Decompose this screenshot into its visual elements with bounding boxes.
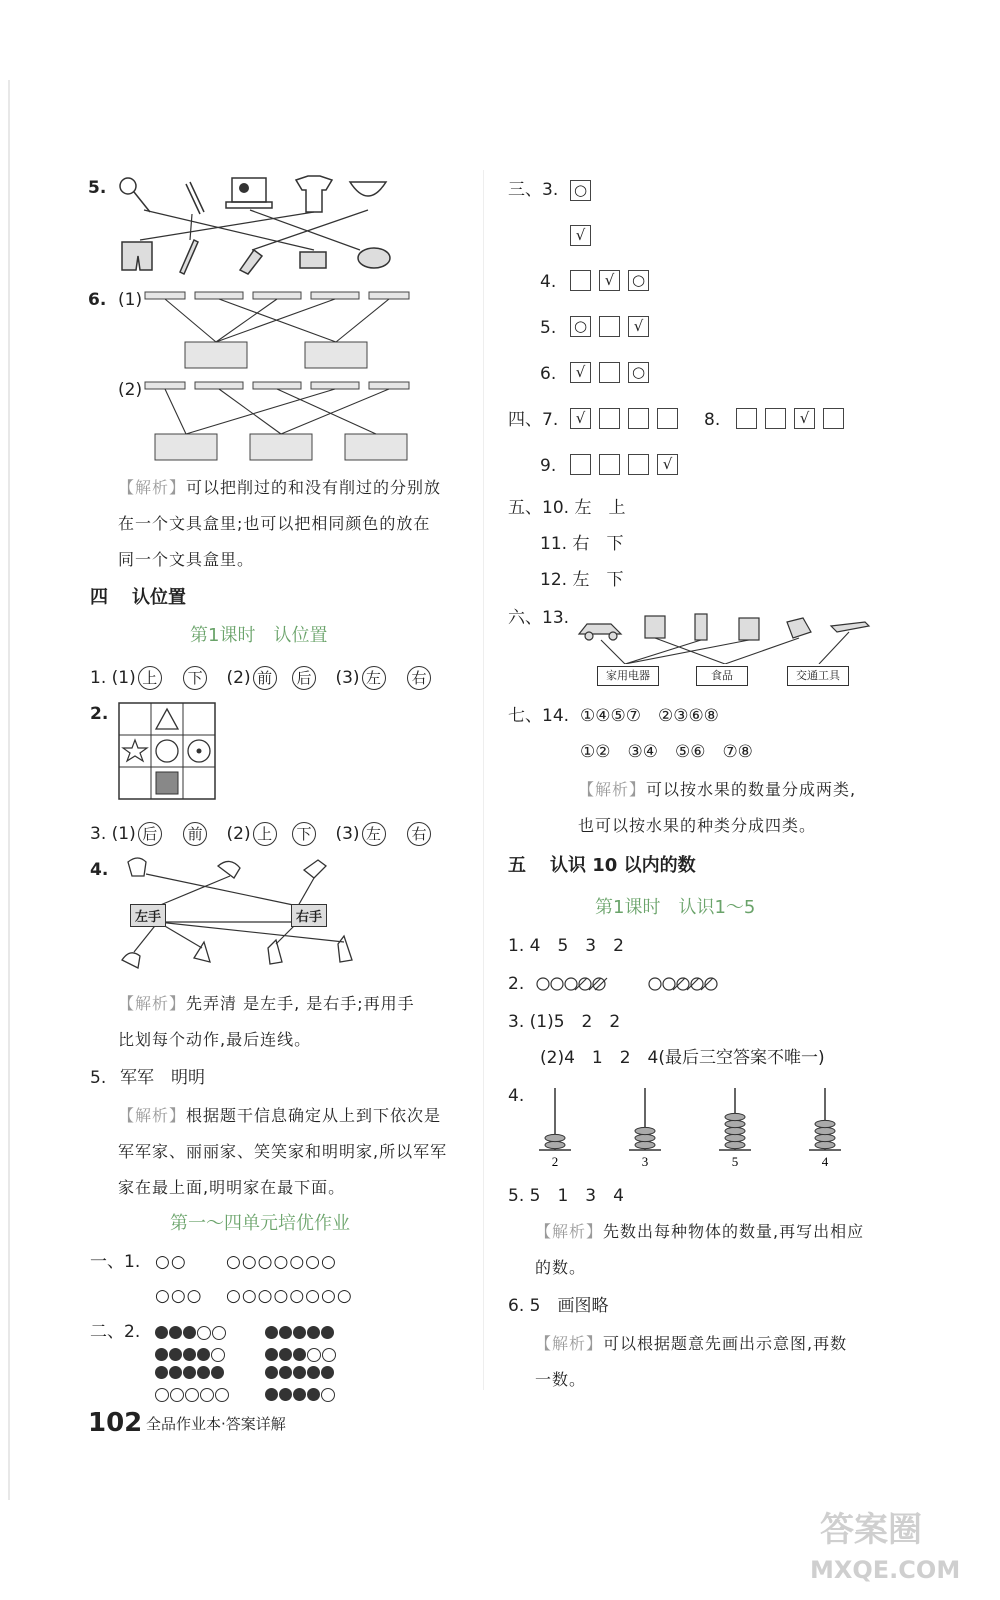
dots-group-4: [265, 1362, 336, 1403]
q6-sub1: (1): [118, 290, 143, 310]
q3-answer-3a: 左: [362, 822, 386, 846]
r-q8-box: [736, 408, 757, 429]
q14-analysis-line-1: [578, 780, 856, 800]
q13-tag-food: [696, 664, 748, 686]
q5b-analysis-line-3: 家在最上面,明明家在最下面。: [118, 1178, 346, 1197]
r-q8-box: [765, 408, 786, 429]
q3-part2: (2): [226, 824, 251, 844]
page-edge-line: [8, 80, 10, 1500]
q3-num: 3.: [90, 824, 107, 844]
q14-analysis-text-1: 可以按水果的数量分成两类,: [646, 780, 857, 799]
q14-analysis-line-2: 也可以按水果的种类分成四类。: [578, 816, 817, 835]
r-ans-3b: (2)4 1 2 4(最后三空答案不唯一): [540, 1048, 825, 1068]
r-q6-box: ○: [628, 362, 649, 383]
q4-label: 4.: [90, 860, 109, 880]
q6-pencil-figure: [140, 282, 420, 482]
six-13-label: 六、13.: [508, 608, 570, 628]
r-q8-box: √: [794, 408, 815, 429]
r-q9-boxes: [570, 454, 686, 475]
r6-analysis-line-2: 一数。: [535, 1370, 587, 1389]
r-q6-box: √: [570, 362, 591, 383]
r-q8-boxes: [736, 408, 852, 429]
r-q12: 12. 左 下: [540, 570, 624, 590]
q5b-analysis-text-1: 根据题干信息确定从上到下依次是: [186, 1106, 442, 1125]
r-q9-box: [599, 454, 620, 475]
q1-part3: (3): [335, 668, 360, 688]
r-q11: 11. 右 下: [540, 534, 624, 554]
q13-tag-text: 家用电器: [597, 666, 659, 686]
abacus-rod: [719, 1088, 751, 1169]
r-q5-box: ○: [570, 316, 591, 337]
q6-analysis-line-1: [118, 478, 441, 498]
r-q4-box: √: [599, 270, 620, 291]
analysis-tag: 【解析】: [578, 780, 647, 799]
abacus-label: 4: [821, 1154, 829, 1169]
q1-answer-3a: 左: [362, 666, 386, 690]
q2-label: 2.: [90, 704, 109, 724]
r-q4-boxes: [570, 270, 657, 291]
r-q4-label: 4.: [540, 272, 557, 292]
q5b-analysis-line-1: [118, 1106, 441, 1126]
r-ans-1: 1. 4 5 3 2: [508, 936, 624, 956]
two-2-label: 二、2.: [90, 1322, 141, 1342]
q5b-num: 5.: [90, 1068, 107, 1088]
q1-answer-3b: 右: [407, 666, 431, 690]
three-3-box-row2: √: [570, 225, 591, 246]
r6-analysis-line-1: [535, 1334, 847, 1354]
r-q6-box: [599, 362, 620, 383]
q4-analysis-text-1: 先弄清 是左手, 是右手;再用手: [186, 994, 415, 1013]
q13-tag-text: 交通工具: [787, 666, 849, 686]
four-7-box: [657, 408, 678, 429]
abacus-bead: [725, 1120, 745, 1127]
one-1-row1a: ○○: [155, 1252, 187, 1272]
seven-14-label: 七、14.: [508, 706, 570, 726]
q5-matching-figure: [110, 170, 410, 282]
r-ans-2-label: 2.: [508, 974, 525, 994]
section5-title: 认识 10 以内的数: [550, 855, 696, 876]
q5b-analysis-line-2: 军军家、丽丽家、笑笑家和明明家,所以军军: [118, 1142, 448, 1161]
q3-answer-1a: 后: [138, 822, 162, 846]
one-1-row2b: ○○○○○○○○: [226, 1286, 353, 1306]
abacus-bead: [635, 1134, 655, 1141]
q4-analysis-line-1: [118, 994, 415, 1014]
one-1-row2a: ○○○: [155, 1286, 203, 1306]
q6-analysis-text-1: 可以把削过的和没有削过的分别放: [186, 478, 442, 497]
q1-answer-1b: 下: [183, 666, 207, 690]
right-hand-label: 右手: [291, 904, 327, 927]
q1-num: 1.: [90, 668, 107, 688]
watermark-site: MXQE.COM: [810, 1556, 961, 1584]
r-q6-boxes: [570, 362, 657, 383]
abacus-label: 3: [641, 1154, 649, 1169]
abacus-bead: [725, 1113, 745, 1120]
one-1-label: 一、1.: [90, 1252, 141, 1272]
section4-title: 认位置: [132, 587, 186, 608]
r5-analysis-line-2: 的数。: [535, 1258, 587, 1277]
section4-number: 四: [90, 587, 108, 608]
abacus-bead: [725, 1134, 745, 1141]
abacus-bead: [725, 1141, 745, 1148]
abacus-bead: [545, 1134, 565, 1141]
r-q4-box: ○: [628, 270, 649, 291]
section5-number: 五: [508, 855, 526, 876]
r-q9-box: [570, 454, 591, 475]
q6-analysis-line-3: 同一个文具盒里。: [118, 550, 255, 569]
q14-row1: ①④⑤⑦ ②③⑥⑧: [580, 706, 719, 726]
r-ans-4-label: 4.: [508, 1086, 525, 1106]
q13-tag-appliance: [597, 664, 659, 686]
analysis-tag: 【解析】: [118, 994, 187, 1013]
book-title: 全品作业本·答案详解: [146, 1415, 286, 1433]
q6-analysis-line-2: 在一个文具盒里;也可以把相同颜色的放在: [118, 514, 431, 533]
five-10: 五、10. 左 上: [508, 498, 626, 518]
abacus-bead: [815, 1134, 835, 1141]
analysis-tag: 【解析】: [535, 1222, 604, 1241]
q1-part2: (2): [226, 668, 251, 688]
page-number: 102: [88, 1408, 143, 1438]
q3-row: [90, 822, 433, 846]
r-q4-box: [570, 270, 591, 291]
r6-analysis-text-1: 可以根据题意先画出示意图,再数: [603, 1334, 848, 1353]
abacus-rod: [629, 1088, 661, 1169]
abacus-label: 5: [731, 1154, 739, 1169]
q3-part3: (3): [335, 824, 360, 844]
dots-group-2: [265, 1322, 337, 1363]
r-q8-label: 8.: [704, 410, 721, 430]
r-ans-6: 6. 5 画图略: [508, 1296, 609, 1316]
q5b-answer: 军军 明明: [120, 1068, 205, 1088]
q1-answer-1a: 上: [138, 666, 162, 690]
q13-tag-text: 食品: [696, 666, 748, 686]
dots-group-3: [155, 1362, 230, 1403]
q1-part1: (1): [111, 668, 136, 688]
q1-answer-2a: 前: [253, 666, 277, 690]
unit-title: 第一～四单元培优作业: [170, 1213, 350, 1234]
one-1-row1b: ○○○○○○○: [226, 1252, 337, 1272]
watermark-brand: 答案圈: [820, 1510, 922, 1550]
q1-answer-2b: 后: [292, 666, 316, 690]
r-q9-box: [628, 454, 649, 475]
abacus-bead: [815, 1127, 835, 1134]
r-ans-3a: 3. (1)5 2 2: [508, 1012, 621, 1032]
abacus-bead: [815, 1141, 835, 1148]
four-7-label: 四、7.: [508, 410, 559, 430]
abacus-bead: [635, 1141, 655, 1148]
r-lesson1-title: 第1课时 认识1～5: [595, 897, 756, 918]
analysis-tag: 【解析】: [118, 478, 187, 497]
r-q5-box: √: [628, 316, 649, 337]
three-3-label: 三、3.: [508, 180, 559, 200]
q1-row: [90, 666, 433, 690]
r-q5-label: 5.: [540, 318, 557, 338]
q2-position-grid: [118, 702, 218, 802]
r-q5-boxes: [570, 316, 657, 337]
left-hand-label: 左手: [130, 904, 166, 927]
abacus-bead: [725, 1127, 745, 1134]
abacus-figure: [530, 1088, 850, 1172]
abacus-label: 2: [551, 1154, 559, 1169]
q5-label: 5.: [88, 178, 107, 198]
r-q5-box: [599, 316, 620, 337]
q14-row2: ①② ③④ ⑤⑥ ⑦⑧: [580, 742, 753, 762]
q3-answer-2a: 上: [253, 822, 277, 846]
q6-sub2: (2): [118, 380, 143, 400]
abacus-bead: [815, 1120, 835, 1127]
dots-group-1: [155, 1322, 227, 1363]
q13-classification-figure: [575, 608, 875, 664]
analysis-tag: 【解析】: [118, 1106, 187, 1125]
abacus-rod: [539, 1088, 571, 1169]
abacus-rod: [809, 1088, 841, 1169]
q13-tag-transport: [787, 664, 849, 686]
r-q6-label: 6.: [540, 364, 557, 384]
q3-part1: (1): [111, 824, 136, 844]
r5-analysis-line-1: [535, 1222, 864, 1242]
q6-label: 6.: [88, 290, 107, 310]
abacus-bead: [635, 1127, 655, 1134]
four-7-boxes: [570, 408, 686, 429]
q3-answer-1b: 前: [183, 822, 207, 846]
r-ans-2-circles: [535, 976, 735, 992]
r-q9-label: 9.: [540, 456, 557, 476]
r5-analysis-text-1: 先数出每种物体的数量,再写出相应: [603, 1222, 865, 1241]
lesson1-title: 第1课时 认位置: [190, 625, 328, 646]
abacus-bead: [545, 1141, 565, 1148]
column-divider: [483, 170, 484, 1390]
three-3-box-row1: ○: [570, 180, 591, 201]
analysis-tag: 【解析】: [535, 1334, 604, 1353]
four-7-box: √: [570, 408, 591, 429]
four-7-box: [599, 408, 620, 429]
r-q8-box: [823, 408, 844, 429]
r-ans-5: 5. 5 1 3 4: [508, 1186, 624, 1206]
r-q9-box: √: [657, 454, 678, 475]
q3-answer-3b: 右: [407, 822, 431, 846]
q3-answer-2b: 下: [292, 822, 316, 846]
four-7-box: [628, 408, 649, 429]
q4-analysis-line-2: 比划每个动作,最后连线。: [118, 1030, 312, 1049]
